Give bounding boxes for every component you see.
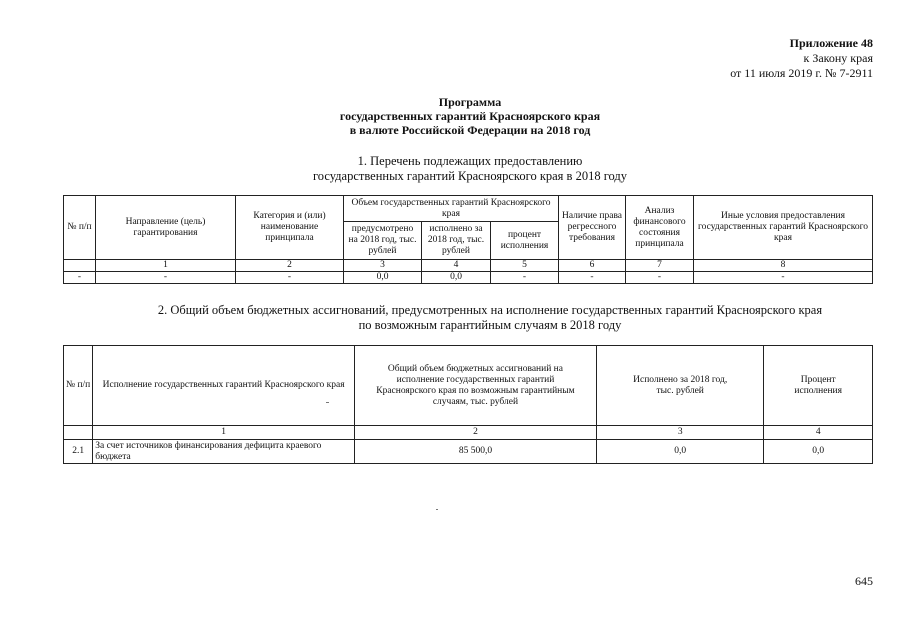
col-executed-header: Исполнено за 2018 год, тыс. рублей xyxy=(596,346,763,426)
title-line-3: в валюте Российской Федерации на 2018 год xyxy=(349,123,591,137)
guarantees-table xyxy=(63,195,873,284)
cell-planned: 0,0 xyxy=(344,272,422,284)
col-num-header: № п/п xyxy=(64,196,96,260)
cell-executed: 0,0 xyxy=(422,272,491,284)
cell-regress: - xyxy=(559,272,626,284)
cell-other: - xyxy=(694,272,873,284)
cell-name: За счет источников финансирования дефицита краевого бюджета xyxy=(93,440,355,464)
colnum-1: 1 xyxy=(93,426,355,440)
colnum-blank xyxy=(64,426,93,440)
colnum-3: 3 xyxy=(596,426,763,440)
col-percent-header: процент исполнения xyxy=(491,222,559,260)
colnum-3: 3 xyxy=(344,260,422,272)
scan-speck xyxy=(436,509,438,510)
column-numbers-row xyxy=(64,260,873,272)
colnum-5: 5 xyxy=(491,260,559,272)
colnum-6: 6 xyxy=(559,260,626,272)
cell-percent: - xyxy=(491,272,559,284)
colnum-4: 4 xyxy=(764,426,873,440)
col-other-header: Иные условия предоставления государственных гарантий Красноярского края xyxy=(694,196,873,260)
col-planned-header: предусмотрено на 2018 год, тыс. рублей xyxy=(344,222,422,260)
scan-speck xyxy=(326,402,329,403)
col-execution-header: Исполнение государственных гарантий Красноярского края xyxy=(93,346,355,426)
col-regress-header: Наличие права регрессного требования xyxy=(559,196,626,260)
col-executed-header: исполнено за 2018 год, тыс. рублей xyxy=(422,222,491,260)
cell-percent: 0,0 xyxy=(764,440,873,464)
appendix-law: к Закону края xyxy=(803,51,873,65)
appendix-number: Приложение 48 xyxy=(789,36,873,50)
colnum-7: 7 xyxy=(626,260,694,272)
cell-category: - xyxy=(236,272,344,284)
table-row xyxy=(64,272,873,284)
colnum-blank xyxy=(64,260,96,272)
table-row xyxy=(64,440,873,464)
section-2-line-1: 2. Общий объем бюджетных ассигнований, предусмотренных на исполнение государственных гарантий Красноярского края xyxy=(157,303,823,317)
page-number: 645 xyxy=(855,574,873,588)
section-1-line-1: 1. Перечень подлежащих предоставлению xyxy=(357,154,583,168)
cell-num: 2.1 xyxy=(64,440,93,464)
col-direction-header: Направление (цель) гарантирования xyxy=(96,196,236,260)
cell-total: 85 500,0 xyxy=(354,440,596,464)
budget-allocations-table xyxy=(63,345,873,464)
appendix-date: от 11 июля 2019 г. № 7-2911 xyxy=(730,66,873,80)
col-num-header: № п/п xyxy=(64,346,93,426)
col-total-header: Общий объем бюджетных ассигнований на исполнение государственных гарантий Красноярского края по возможным гарантийным случаям, тыс. рублей xyxy=(354,346,596,426)
title-line-2: государственных гарантий Красноярского края xyxy=(339,109,601,123)
col-category-header: Категория и (или) наименование принципала xyxy=(236,196,344,260)
col-analysis-header: Анализ финансового состояния принципала xyxy=(626,196,694,260)
section-1-heading xyxy=(0,154,905,184)
colnum-2: 2 xyxy=(354,426,596,440)
appendix-header xyxy=(730,36,873,81)
section-1-line-2: государственных гарантий Красноярского края в 2018 году xyxy=(312,169,628,183)
column-numbers-row xyxy=(64,426,873,440)
section-2-line-2: по возможным гарантийным случаям в 2018 году xyxy=(358,318,622,332)
cell-num: - xyxy=(64,272,96,284)
col-percent-header: Процент исполнения xyxy=(764,346,873,426)
document-title xyxy=(0,95,905,137)
colnum-4: 4 xyxy=(422,260,491,272)
col-volume-header: Объем государственных гарантий Красноярского края xyxy=(344,196,559,222)
colnum-8: 8 xyxy=(694,260,873,272)
colnum-1: 1 xyxy=(96,260,236,272)
cell-analysis: - xyxy=(626,272,694,284)
cell-direction: - xyxy=(96,272,236,284)
title-line-1: Программа xyxy=(438,95,502,109)
section-2-heading xyxy=(0,303,905,333)
colnum-2: 2 xyxy=(236,260,344,272)
cell-executed: 0,0 xyxy=(596,440,763,464)
